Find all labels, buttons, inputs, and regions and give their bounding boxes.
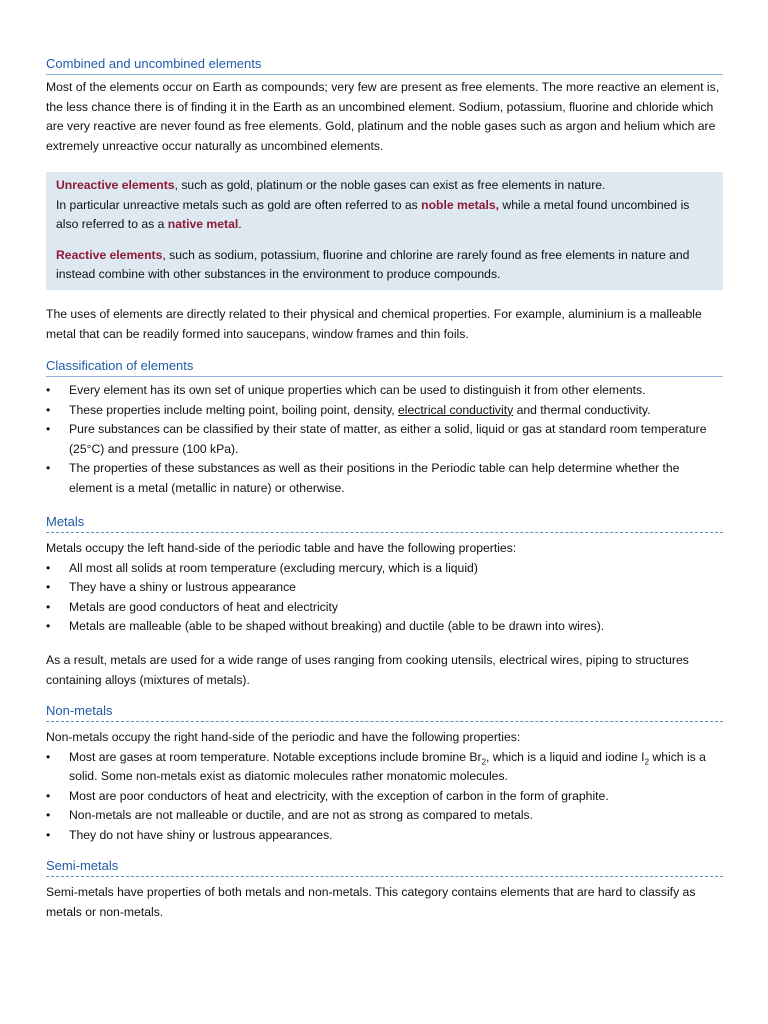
heading-semi-metals: Semi-metals	[46, 857, 723, 877]
list-item	[46, 617, 723, 637]
list-item	[46, 598, 723, 618]
section-semi-metals	[46, 857, 723, 922]
list-item	[46, 748, 723, 787]
bullet-icon: •	[46, 402, 51, 417]
bullet-icon: •	[46, 422, 51, 437]
list-item	[46, 420, 723, 459]
bullet-icon: •	[46, 599, 51, 614]
paragraph-non-metals-intro: Non-metals occupy the right hand-side of the periodic and have the following properties:	[46, 730, 521, 744]
bullet-icon: •	[46, 461, 51, 476]
text-span: while a metal found uncombined is also referred to as a	[56, 197, 690, 232]
bullet-icon: •	[46, 808, 51, 823]
text-span: They have a shiny or lustrous appearance	[69, 580, 296, 595]
list-item	[46, 578, 723, 598]
classification-list	[46, 381, 723, 499]
list-item	[46, 401, 723, 421]
text-span: Pure substances can be classified by their state of matter, as either a solid, liquid or gas at standard room temperature (25°C) and pressure (100 kPa).	[69, 422, 707, 456]
term-reactive-elements: Reactive elements	[56, 247, 163, 262]
text-span: Metals are good conductors of heat and electricity	[69, 599, 338, 614]
text-span: Most are poor conductors of heat and electricity, with the exception of carbon in the form of graphite.	[69, 788, 609, 803]
info-box	[46, 172, 723, 290]
bullet-icon: •	[46, 560, 51, 575]
list-item	[46, 806, 723, 826]
text-span: , such as gold, platinum or the noble gases can exist as free elements in nature.	[174, 178, 606, 192]
text-span: 2	[644, 757, 650, 767]
text-span: which is a solid. Some non-metals exist as diatomic molecules rather monatomic molecules.	[69, 749, 706, 784]
section-metals	[46, 513, 723, 690]
metals-list	[46, 559, 723, 637]
bullet-icon: •	[46, 580, 51, 595]
section-combined-uncombined	[46, 55, 723, 156]
text-span: In particular unreactive metals such as gold are often referred to as	[56, 197, 422, 212]
text-span: Every element has its own set of unique properties which can be used to distinguish it from other elements.	[69, 383, 646, 397]
text-span: These properties include melting point, boiling point, density,	[69, 402, 399, 417]
text-span: Metals are malleable (able to be shaped without breaking) and ductile (able to be drawn into wires).	[69, 619, 605, 634]
list-item	[46, 559, 723, 579]
bullet-icon: •	[46, 827, 51, 842]
link-electrical-conductivity[interactable]: electrical conductivity	[398, 402, 514, 417]
list-item	[46, 459, 723, 498]
section-non-metals	[46, 702, 723, 846]
paragraph-metals-uses: As a result, metals are used for a wide range of uses ranging from cooking utensils, electrical wires, piping to structures containing alloys (mixtures of metals).	[46, 652, 689, 687]
info-box-paragraph-reactive	[56, 246, 713, 285]
heading-combined-uncombined: Combined and uncombined elements	[46, 55, 723, 75]
bullet-icon: •	[46, 749, 51, 764]
list-item	[46, 826, 723, 846]
list-item	[46, 787, 723, 807]
list-item	[46, 381, 723, 401]
non-metals-list	[46, 748, 723, 846]
term-native-metal: native metal	[167, 217, 239, 232]
heading-classification: Classification of elements	[46, 357, 723, 377]
paragraph-uses-of-elements: The uses of elements are directly related to their physical and chemical properties. For example, aluminium is a malleable metal that can be readily formed into saucepans, window frames and thin foils.	[46, 307, 702, 341]
text-span: Most are gases at room temperature. Notable exceptions include bromine Br	[69, 749, 482, 764]
text-span: , which is a liquid and iodine I	[486, 749, 645, 764]
bullet-icon: •	[46, 788, 51, 803]
text-span: 2	[481, 757, 487, 767]
section-classification	[46, 357, 723, 499]
info-box-paragraph-unreactive	[56, 176, 713, 235]
text-span: All most all solids at room temperature (excluding mercury, which is a liquid)	[69, 560, 478, 575]
text-span: The properties of these substances as well as their positions in the Periodic table can help determine whether the element is a metal (metallic in nature) or otherwise.	[69, 461, 680, 495]
term-unreactive-elements: Unreactive elements	[56, 178, 175, 192]
term-noble-metals: noble metals	[421, 197, 496, 212]
text-span: and thermal conductivity.	[513, 402, 651, 417]
bullet-icon: •	[46, 619, 51, 634]
text-span: ,	[495, 197, 500, 212]
bullet-icon: •	[46, 383, 51, 397]
text-span: Non-metals are not malleable or ductile, and are not as strong as compared to metals.	[69, 808, 534, 823]
text-span: They do not have shiny or lustrous appearances.	[69, 827, 333, 842]
heading-non-metals: Non-metals	[46, 702, 723, 722]
text-span: .	[238, 217, 242, 232]
heading-metals: Metals	[46, 513, 723, 533]
text-span: , such as sodium, potassium, fluorine and chlorine are rarely found as free elements in nature and instead combine with other substances in the environment to produce compounds.	[56, 247, 690, 282]
paragraph-combined-intro: Most of the elements occur on Earth as compounds; very few are present as free elements. The more reactive an element is, the less chance there is of finding it in the Earth as an uncombined element. Sodium, potassium, fluorine and chloride which are very reactive are never found as free elements. Gold, platinum and the noble gases such as argon and helium which are extremely unreactive occur naturally as uncombined elements.	[46, 80, 720, 153]
paragraph-semi-metals: Semi-metals have properties of both metals and non-metals. This category contains elements that are hard to classify as metals or non-metals.	[46, 885, 696, 919]
paragraph-metals-intro: Metals occupy the left hand-side of the periodic table and have the following properties:	[46, 541, 517, 555]
